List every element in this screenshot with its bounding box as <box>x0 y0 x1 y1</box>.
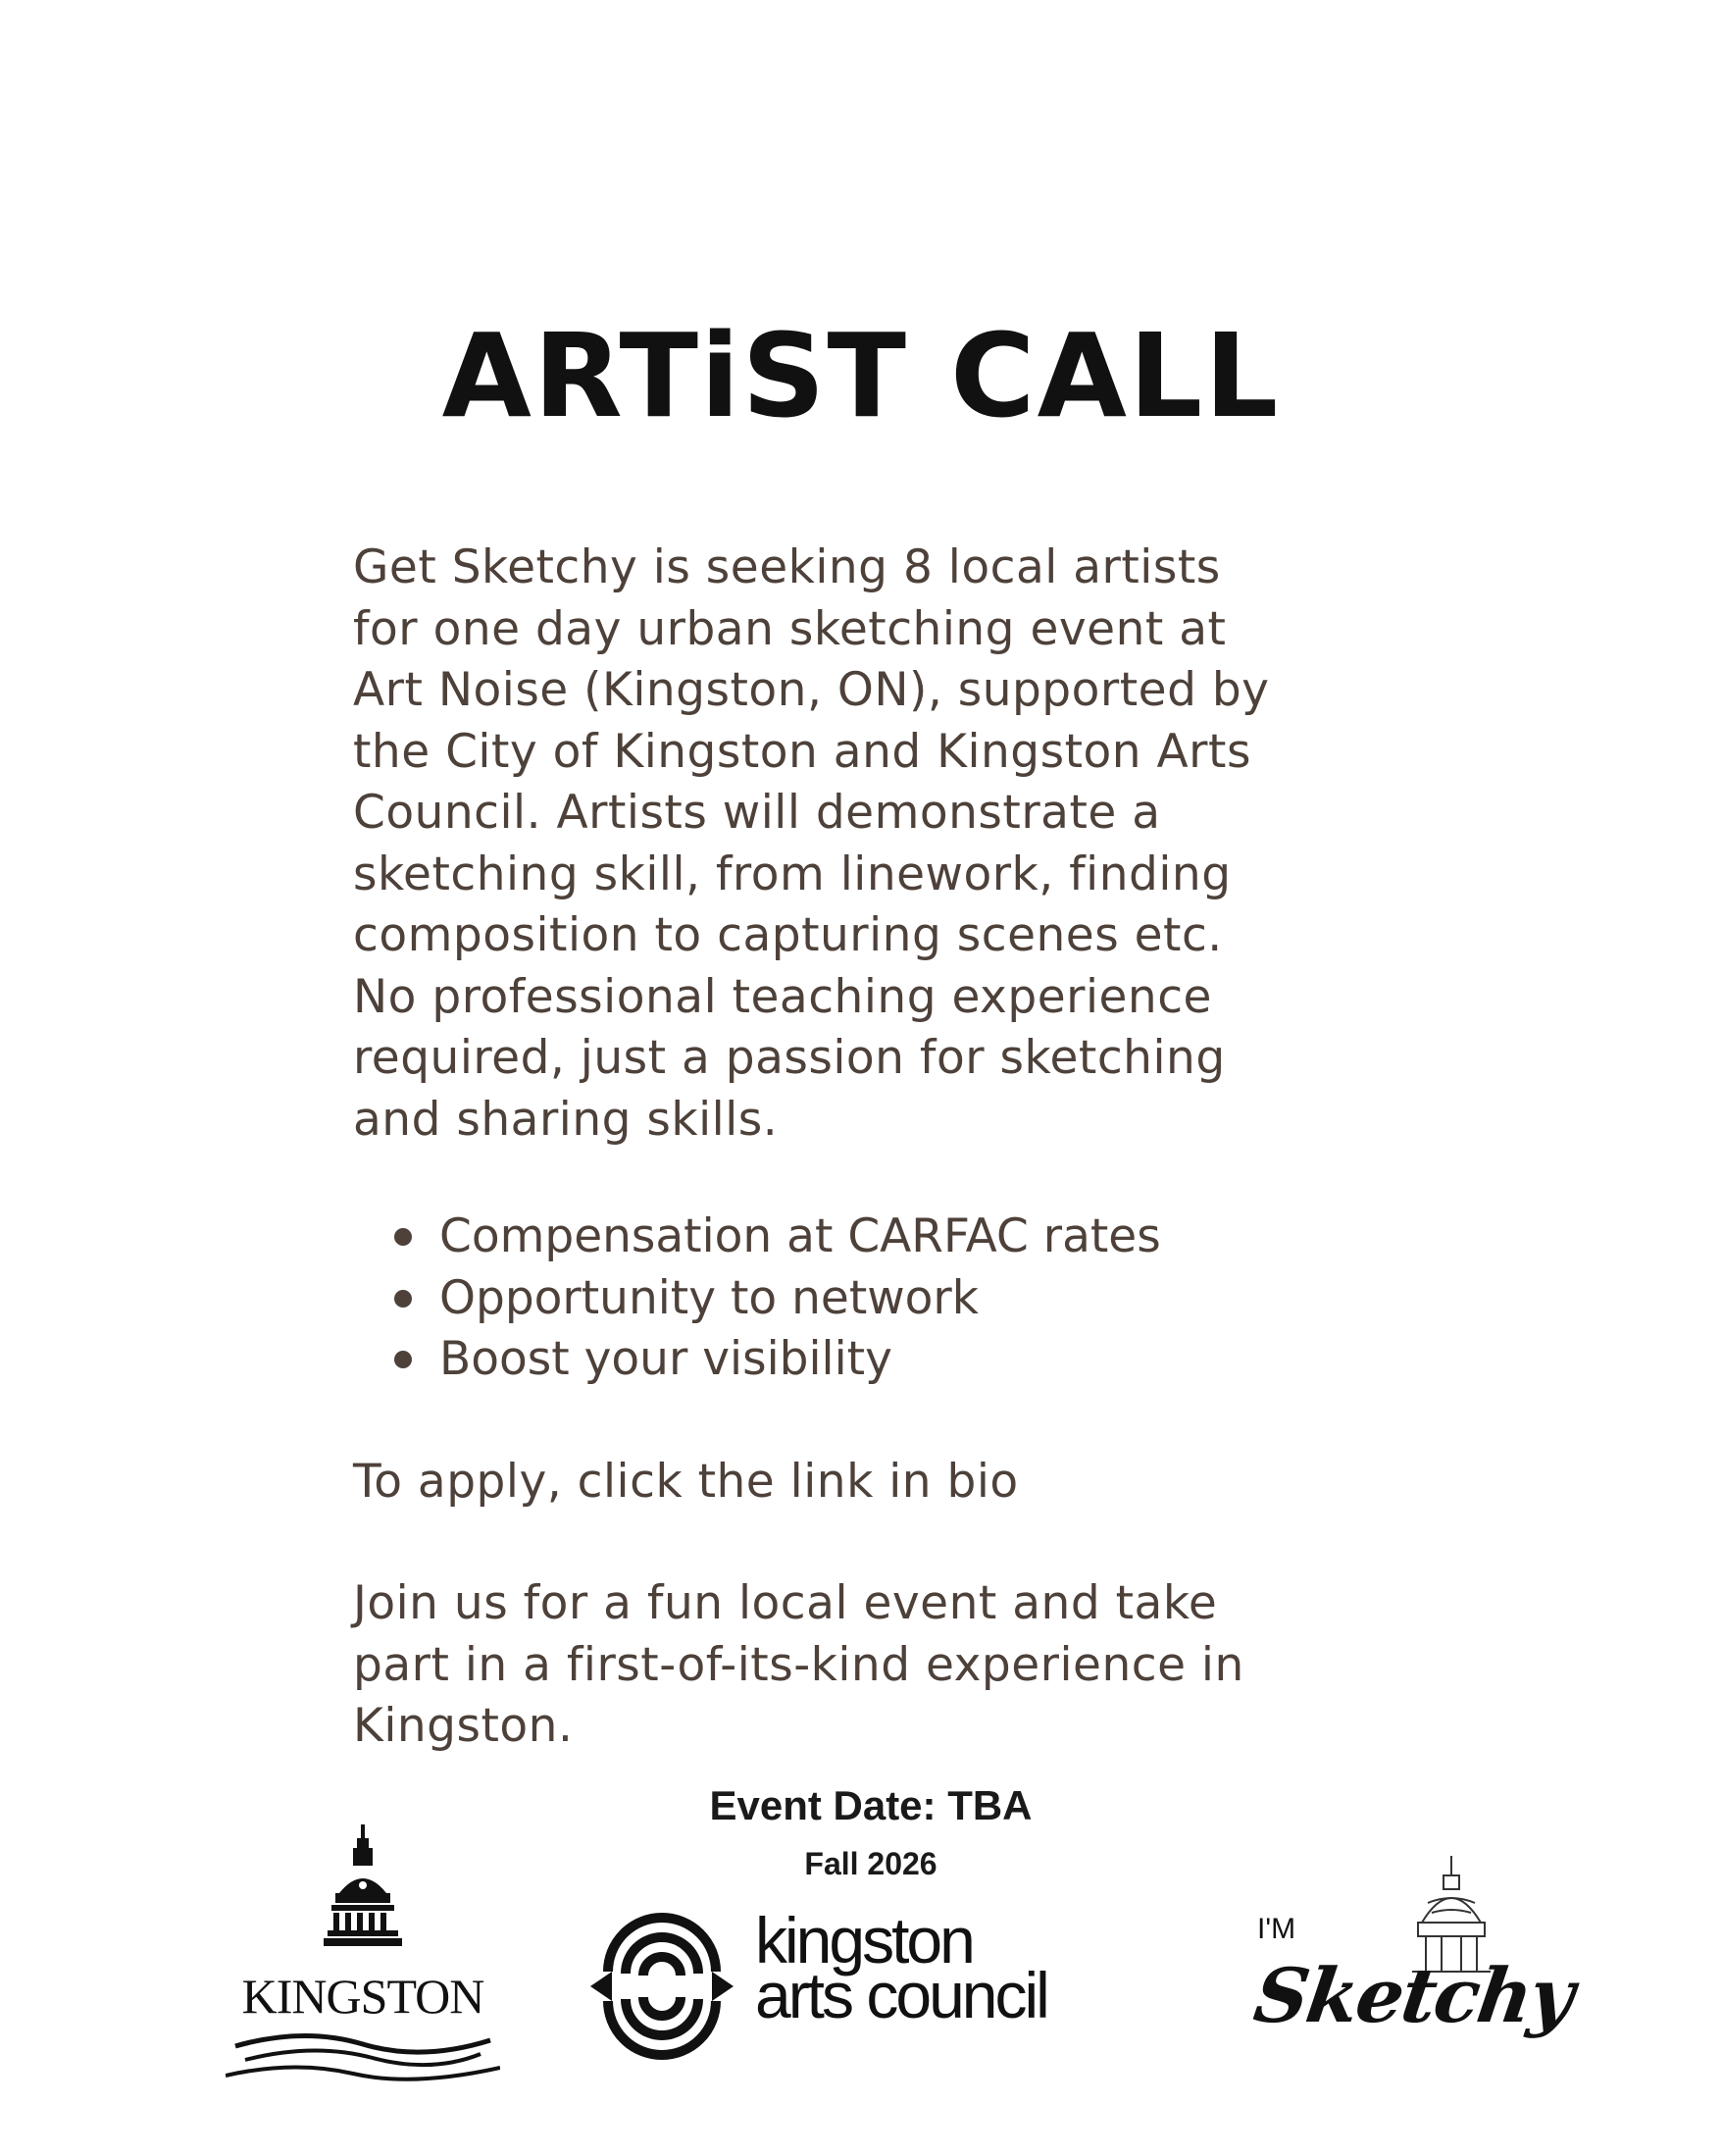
join-line: part in a first-of-its-kind experience in <box>353 1637 1244 1692</box>
bullet-icon <box>394 1351 412 1368</box>
intro-paragraph <box>353 538 1393 1151</box>
join-paragraph <box>353 1573 1393 1758</box>
poster-title: ARTiST CALL <box>441 308 1281 443</box>
benefit-item <box>392 1329 1432 1391</box>
bullet-icon <box>394 1228 412 1246</box>
kingston-wordmark: KINGSTON <box>241 1969 484 2024</box>
intro-line: Get Sketchy is seeking 8 local artists <box>353 540 1221 594</box>
benefit-text: Boost your visibility <box>439 1332 892 1386</box>
event-season: Fall 2026 <box>804 1846 937 1881</box>
benefit-text: Compensation at CARFAC rates <box>439 1209 1161 1263</box>
benefit-item <box>392 1268 1432 1330</box>
kac-wordmark <box>755 1904 1047 2031</box>
sketchy-wordmark: Sketchy <box>1248 1952 1578 2039</box>
kac-line-2: arts council <box>755 1959 1047 2031</box>
intro-line: and sharing skills. <box>353 1092 779 1147</box>
intro-line: the City of Kingston and Kingston Arts <box>353 724 1251 779</box>
event-date: Event Date: TBA <box>709 1782 1033 1828</box>
intro-line: Council. Artists will demonstrate a <box>353 786 1161 840</box>
join-line: Kingston. <box>353 1699 574 1753</box>
bullet-icon <box>394 1290 412 1308</box>
join-line: Join us for a fun local event and take <box>353 1576 1218 1630</box>
im-sketchy-logo <box>1248 1854 1578 2060</box>
intro-line: for one day urban sketching event at <box>353 601 1227 656</box>
benefits-list <box>392 1206 1432 1391</box>
benefit-text: Opportunity to network <box>439 1270 979 1325</box>
intro-line: required, just a passion for sketching <box>353 1031 1226 1085</box>
waves-icon <box>226 2027 500 2085</box>
intro-line: Art Noise (Kingston, ON), supported by <box>353 663 1270 717</box>
kingston-arts-council-logo <box>588 1904 1157 2060</box>
city-of-kingston-logo <box>226 1824 500 2079</box>
intro-line: composition to capturing scenes etc. <box>353 908 1223 962</box>
benefit-item <box>392 1206 1432 1268</box>
intro-line: No professional teaching experience <box>353 969 1212 1024</box>
city-hall-dome-icon <box>226 1824 500 1972</box>
concentric-arcs-icon <box>588 1913 735 2060</box>
kac-line-1: kingston <box>755 1904 973 1976</box>
intro-line: sketching skill, from linework, finding <box>353 847 1232 901</box>
apply-instruction: To apply, click the link in bio <box>353 1455 1019 1509</box>
sketchy-im-label: I'M <box>1257 1913 1296 1945</box>
